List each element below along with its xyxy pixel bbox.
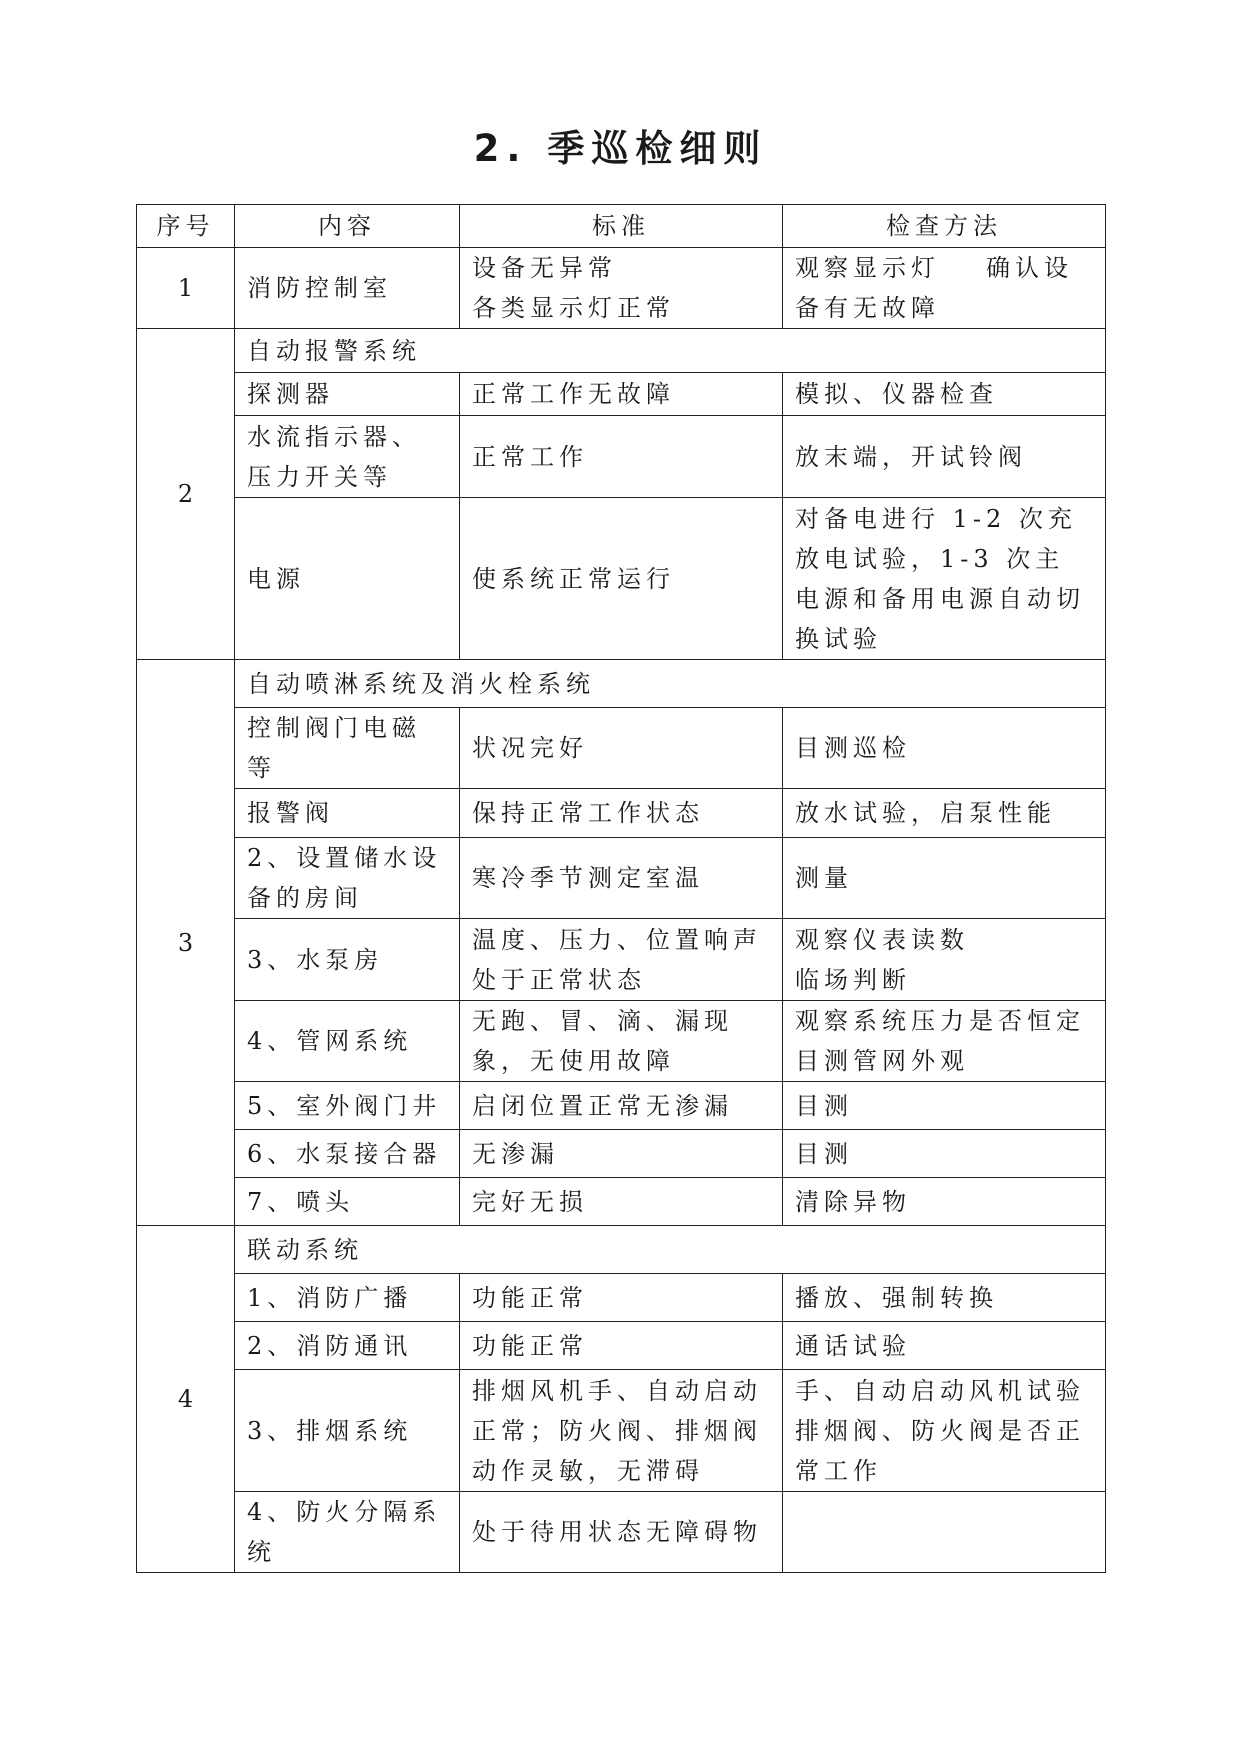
method-cell: 清除异物: [783, 1178, 1106, 1226]
method-cell: 通话试验: [783, 1322, 1106, 1370]
method-line: 临场判断: [795, 965, 911, 994]
table-row: [137, 1001, 1106, 1082]
standard-cell: [460, 919, 783, 1001]
table-row: [137, 1226, 1106, 1274]
content-cell: 电源: [235, 498, 460, 660]
method-cell: 放末端，开试铃阀: [783, 416, 1106, 498]
header-cell: 检查方法: [783, 205, 1106, 248]
content-cell: 控制阀门电磁等: [235, 708, 460, 789]
page-title: 2. 季巡检细则: [473, 127, 768, 170]
content-cell: 3、排烟系统: [235, 1370, 460, 1492]
method-part: 观察显示灯: [795, 254, 940, 282]
standard-cell: 启闭位置正常无渗漏: [460, 1082, 783, 1130]
method-cell: 测量: [783, 838, 1106, 919]
method-line: 目测管网外观: [795, 1047, 969, 1075]
header-cell: 内容: [235, 205, 460, 248]
standard-cell: 状况完好: [460, 708, 783, 789]
method-line: 手、自动启动风机试验: [795, 1376, 1085, 1405]
method-cell: 目测: [783, 1082, 1106, 1130]
table-header-row: [137, 205, 1106, 248]
content-cell: 7、喷头: [235, 1178, 460, 1226]
method-cell: 模拟、仪器检查: [783, 373, 1106, 416]
row-number: 1: [137, 248, 235, 329]
standard-cell: [460, 248, 783, 329]
standard-cell: 无跑、冒、滴、漏现象，无使用故障: [460, 1001, 783, 1082]
header-cell: 序号: [137, 205, 235, 248]
row-number: 3: [137, 660, 235, 1226]
method-cell: [783, 919, 1106, 1001]
content-cell: 1、消防广播: [235, 1274, 460, 1322]
standard-cell: 处于待用状态无障碍物: [460, 1492, 783, 1573]
content-cell: 4、防火分隔系统: [235, 1492, 460, 1573]
method-cell: [783, 1001, 1106, 1082]
table-row: [137, 1082, 1106, 1130]
standard-line: 各类显示灯正常: [472, 294, 675, 322]
content-cell: 2、设置储水设备的房间: [235, 838, 460, 919]
row-number: 2: [137, 329, 235, 660]
content-cell: 3、水泵房: [235, 919, 460, 1001]
table-row: [137, 498, 1106, 660]
table-row: [137, 838, 1106, 919]
content-cell: 4、管网系统: [235, 1001, 460, 1082]
table-row: [137, 708, 1106, 789]
method-cell: 目测巡检: [783, 708, 1106, 789]
standard-cell: 功能正常: [460, 1322, 783, 1370]
method-line: 观察仪表读数: [795, 925, 969, 954]
table-row: [137, 1322, 1106, 1370]
content-cell: 消防控制室: [235, 248, 460, 329]
row-number: 4: [137, 1226, 235, 1573]
method-cell: [783, 1492, 1106, 1573]
table-row: [137, 1492, 1106, 1573]
content-cell: 报警阀: [235, 789, 460, 838]
content-cell: 6、水泵接合器: [235, 1130, 460, 1178]
method-cell: 对备电进行 1-2 次充放电试验，1-3 次主电源和备用电源自动切换试验: [783, 498, 1106, 660]
standard-cell: 正常工作: [460, 416, 783, 498]
standard-cell: 保持正常工作状态: [460, 789, 783, 838]
table-row: [137, 1130, 1106, 1178]
table-row: [137, 1178, 1106, 1226]
standard-cell: 完好无损: [460, 1178, 783, 1226]
standard-line: 温度、压力、位置响声: [472, 925, 762, 954]
standard-cell: 功能正常: [460, 1274, 783, 1322]
table-row: [137, 248, 1106, 329]
section-title: 自动报警系统: [235, 329, 1106, 373]
header-cell: 标准: [460, 205, 783, 248]
method-line: 排烟阀、防火阀是否正常工作: [795, 1416, 1085, 1485]
method-line: 观察系统压力是否恒定: [795, 1007, 1085, 1035]
table-row: [137, 329, 1106, 373]
method-cell: [783, 1370, 1106, 1492]
method-cell: 放水试验，启泵性能: [783, 789, 1106, 838]
standard-cell: 寒冷季节测定室温: [460, 838, 783, 919]
content-cell: 探测器: [235, 373, 460, 416]
table-row: [137, 1274, 1106, 1322]
content-cell: 5、室外阀门井: [235, 1082, 460, 1130]
method-cell: [783, 248, 1106, 329]
table-row: [137, 373, 1106, 416]
section-title: 联动系统: [235, 1226, 1106, 1274]
table-row: [137, 660, 1106, 708]
standard-cell: 正常工作无故障: [460, 373, 783, 416]
method-line: [795, 248, 1093, 328]
standard-cell: 使系统正常运行: [460, 498, 783, 660]
table-row: [137, 789, 1106, 838]
table-row: [137, 416, 1106, 498]
inspection-table: [136, 204, 1106, 1573]
method-cell: 播放、强制转换: [783, 1274, 1106, 1322]
standard-cell: 排烟风机手、自动启动正常；防火阀、排烟阀动作灵敏，无滞碍: [460, 1370, 783, 1492]
standard-line: 设备无异常: [472, 254, 617, 282]
method-cell: 目测: [783, 1130, 1106, 1178]
standard-cell: 无渗漏: [460, 1130, 783, 1178]
content-cell: 2、消防通讯: [235, 1322, 460, 1370]
table-row: [137, 919, 1106, 1001]
section-title: 自动喷淋系统及消火栓系统: [235, 660, 1106, 708]
method-part: 确认设备有无故障: [795, 254, 1073, 322]
standard-line: 处于正常状态: [472, 965, 646, 994]
content-cell: 水流指示器、压力开关等: [235, 416, 460, 498]
table-row: [137, 1370, 1106, 1492]
